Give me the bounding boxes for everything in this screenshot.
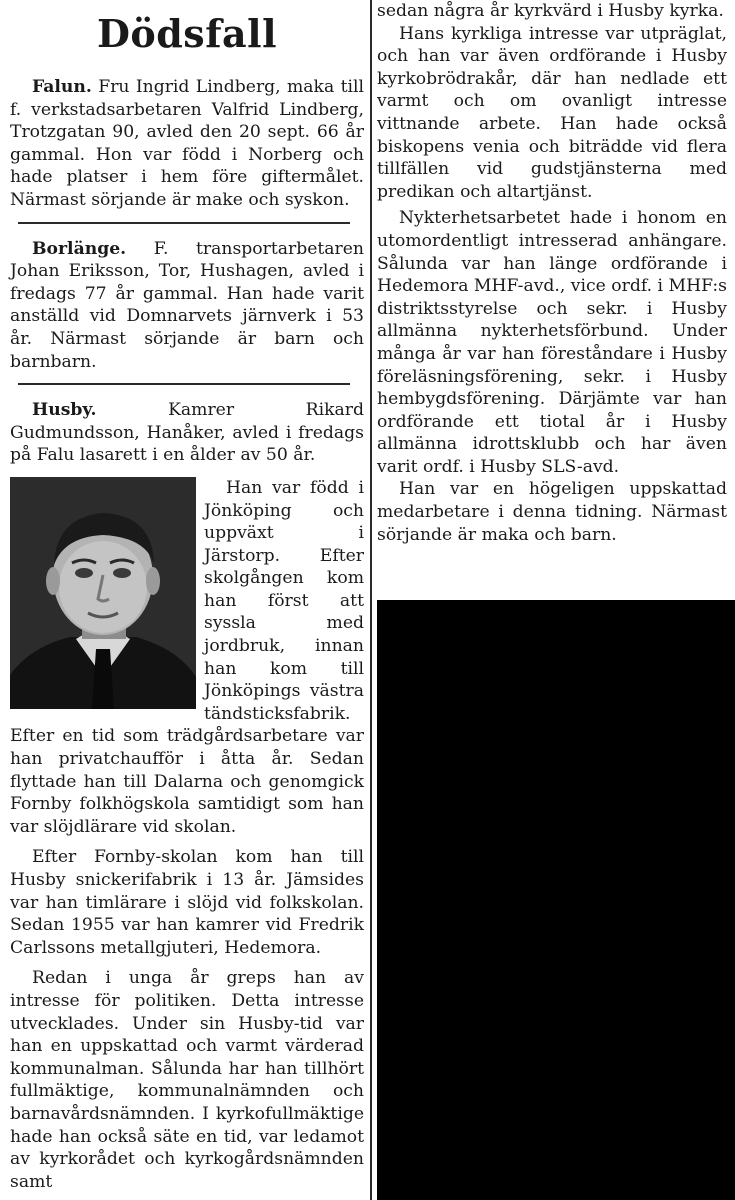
portrait-photo	[10, 477, 196, 709]
notice-place: Husby.	[32, 400, 97, 421]
notice-text: F. transportarbetaren Johan Eriksson, Tor, Hushagen, avled i fredags 77 år gammal. Han hade varit anställd vid Domnarvets järnverk i 53 år. Närmast sörjande är barn och barnbarn.	[10, 238, 364, 372]
husby-para-3: Redan i unga år greps han av intresse för politiken. Detta intresse utvecklades. Under sin Husby-tid var han en uppskattad och varmt värderad kommunalman. Sålunda har han tillhört fullmäktige, kommunalnämnden och barnavårdsnämnden. I kyrkofullmäktige hade han också säte en tid, var ledamot av kyrkorådet och kyrkogårdsnämnden samt	[10, 968, 364, 1192]
portrait-image	[10, 477, 196, 709]
redacted-block	[377, 600, 735, 1200]
notice-text: Kamrer Rikard Gudmundsson, Hanåker, avled i fredags på Falu lasarett i en ålder av 50 år.	[10, 400, 364, 466]
column-rule	[370, 0, 372, 1200]
husby-continued: sedan några år kyrkvärd i Husby kyrka.	[377, 1, 724, 21]
right-column	[377, 0, 727, 546]
left-column	[10, 0, 364, 1200]
notice-husby-lead	[10, 399, 364, 467]
notice-falun	[10, 76, 364, 212]
notice-separator	[18, 383, 350, 385]
husby-para-1: Han var född i Jönköping och uppväxt i Järstorp. Efter skolgången kom han först att syssla med jordbruk, innan han kom till Jönköpings västra tändsticksfabrik. Efter en tid som trädgårdsarbetare var han privatchaufför i åtta år. Sedan flyttade han till Dalarna och genomgick Fornby folkhögskola samtidigt som han var slöjdlärare vid skolan.	[10, 477, 364, 837]
husby-para-6: Han var en högeligen uppskattad medarbetare i denna tidning. Närmast sörjande är maka och barn.	[377, 479, 727, 545]
notice-borlange	[10, 238, 364, 374]
notice-place: Falun.	[32, 77, 92, 97]
notice-text: Fru Ingrid Lindberg, maka till f. verkstadsarbetaren Valfrid Lindberg, Trotzgatan 90, avled den 20 sept. 66 år gammal. Hon var född i Norberg och hade platser i hem före giftermålet. Närmast sörjande är make och syskon.	[10, 77, 364, 210]
notice-place: Borlänge.	[32, 238, 127, 259]
headline: Dödsfall	[96, 11, 278, 56]
husby-para-4: Hans kyrkliga intresse var utpräglat, och han var även ordförande i Husby kyrkobrödrakår, där han nedlade ett varmt och om ovanligt intresse vittnande arbete. Han hade också biskopens venia och biträdde vid flera tillfällen vid gudstjänsterna med predikan och altartjänst.	[377, 23, 727, 202]
husby-para-5: Nykterhetsarbetet hade i honom en utomordentligt intresserad anhängare. Sålunda var han länge ordförande i Hedemora MHF-avd., vice ordf. i MHF:s distriktsstyrelse och sekr. i Husby allmänna nykterhetsförbund. Under många år var han föreståndare i Husby föreläsningsförening, sekr. i Husby hembygdsförening. Därjämte var han ordförande ett tiotal år i Husby allmänna idrottsklubb och har även varit ordf. i Husby SLS-avd.	[377, 208, 727, 477]
husby-para-2: Efter Fornby-skolan kom han till Husby snickerifabrik i 13 år. Jämsides var han timlärare i slöjd vid folkskolan. Sedan 1955 var han kamrer vid Fredrik Carlssons metallgjuteri, Hedemora.	[10, 847, 364, 958]
notice-separator	[18, 222, 350, 224]
